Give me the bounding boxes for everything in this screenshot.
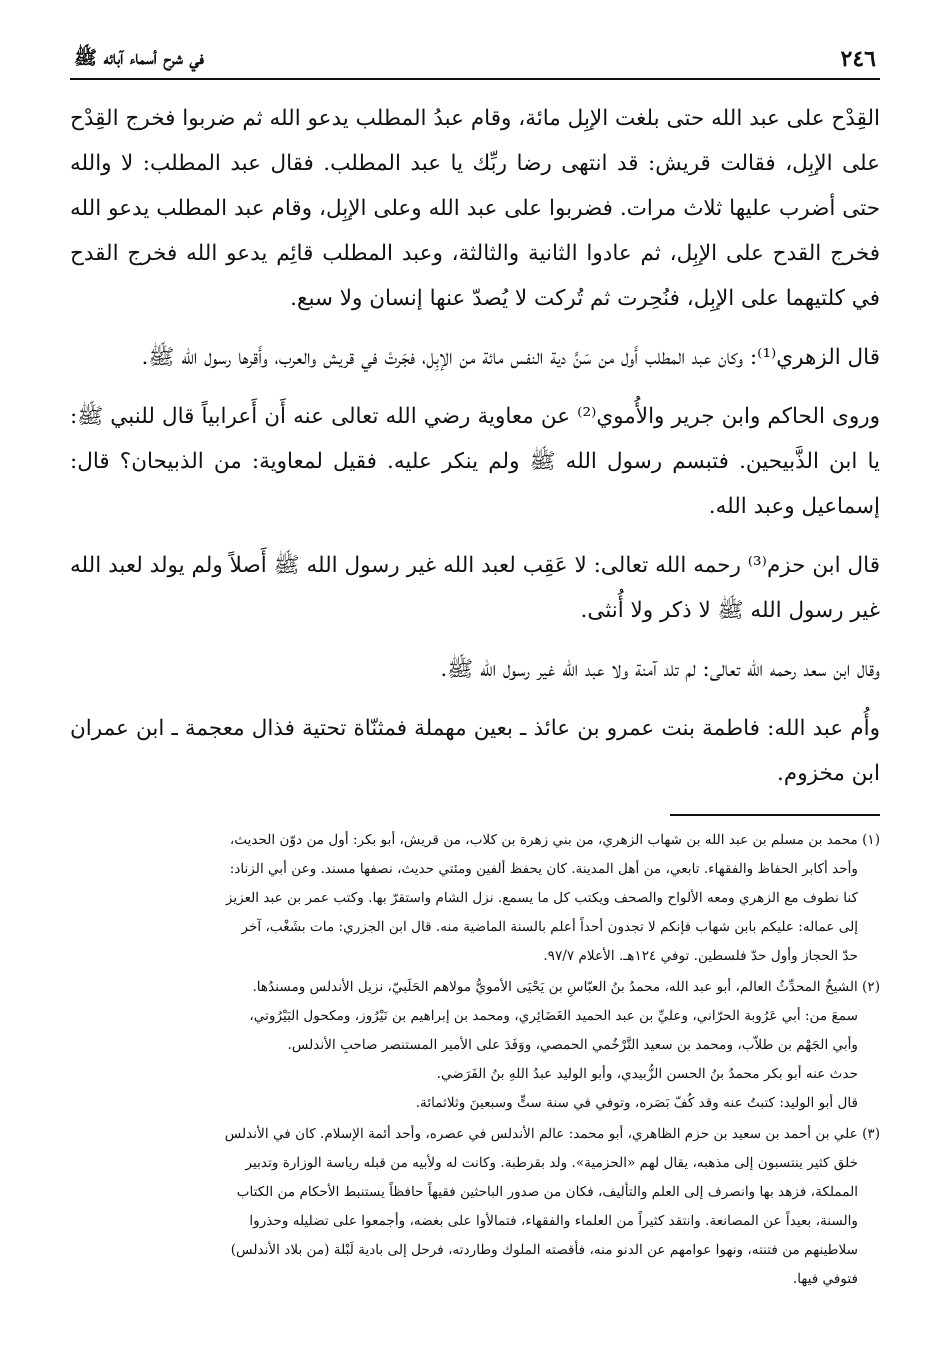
footnote-line: إلى عماله: عليكم بابن شهاب فإنكم لا تجدون أحداً أعلم بالسنة الماضية منه. قال ابن الجزري: مات بشَغْب، آخر bbox=[241, 919, 858, 935]
page-header bbox=[70, 40, 880, 80]
book-page bbox=[70, 40, 880, 1296]
footnote-line: سلاطينهم من فتنته، ونهوا عوامهم عن الدنو منه، فأقصته الملوك وطاردته، فرحل إلى بادية لَبْلة (من بلاد الأندلس) bbox=[230, 1242, 858, 1258]
footnote-line: حدث عنه أبو بكر محمدُ بنُ الحسن الزُّبيدي، وأبو الوليد عبدُ اللهِ بنُ الفَرَضي. bbox=[436, 1066, 858, 1082]
footnote-line: قال أبو الوليد: كتبتُ عنه وقد كُفّ بَصَره، وتوفي في سنة ستٍّ وسبعينَ وثلاثمائة. bbox=[415, 1095, 858, 1111]
footnotes bbox=[70, 826, 880, 1294]
paragraph: وقال ابن سعد رحمه الله تعالى: لم تلد آمنة ولا عبد الله غير رسول الله ﷺ. bbox=[440, 657, 880, 682]
footnote-line: وأحد أكابر الحفاظ والفقهاء. تابعي، من أهل المدينة. كان يحفظ ألفين ومئتي حديث، نصفها مسند. وعن أبي الزناد: bbox=[229, 861, 858, 877]
footnote-line: (٣) علي بن أحمد بن سعيد بن حزم الظاهري، أبو محمد: عالم الأندلس في عصره، وأحد أئمة الإسلام. كان في الأندلس bbox=[224, 1126, 880, 1142]
footnote-line: (١) محمد بن مسلم بن عبد الله بن شهاب الزهري، من بني زهرة بن كلاب، من قريش، أبو بكر: أول من دوّن الحديث، bbox=[229, 832, 880, 848]
footnote-line: سمعَ من: أبي عَرُوبة الحرّاني، وعليِّ بن عبد الحميد الغَضَائِري، ومحمد بن إبراهيم بن نَيْرُوز، ومكحول البَيْرُوتي، bbox=[249, 1008, 858, 1024]
footnote-line: كنا نطوف مع الزهري ومعه الألواح والصحف ويكتب كل ما يسمع. نزل الشام واستقرّ بها. وكتب عمر بن عبد العزيز bbox=[225, 890, 858, 906]
footnote-line: المملكة، فزهد بها وانصرف إلى العلم والتأليف، فكان من صدور الباحثين فقيهاً حافظاً يستنبط الأحكام من الكتاب bbox=[236, 1184, 858, 1200]
footnote-3 bbox=[70, 1120, 880, 1294]
footnote-line: والسنة، بعيداً عن المصانعة. وانتقد كثيراً من العلماء والفقهاء، فتمالأوا على بغضه، وأجمعوا على تضليله وحذروا bbox=[249, 1213, 858, 1229]
paragraph: قال ابن حزم⁽³⁾ رحمه الله تعالى: لا عَقِب لعبد الله غير رسول الله ﷺ أَصلاً ولم يولد لعبد الله غير رسول الله ﷺ لا ذكر ولا أُنثى. bbox=[70, 553, 880, 623]
footnote-line: (٢) الشيخُ المحدِّثُ العالم، أبو عبد الله، محمدُ بنُ العبّاسِ بن يَحْيَى الأمويُّ مولاهم الحَلَبيّ، نزيل الأندلس ومسندُها. bbox=[252, 979, 880, 995]
footnote-line: وأبي الجَهْم بن طلاّب، ومحمد بن سعيد التَّرْخُمي الحمصي، ووَفَدَ على الأمير المستنصر صاحبِ الأندلس. bbox=[287, 1037, 858, 1053]
paragraph: وأُم عبد الله: فاطمة بنت عمرو بن عائذ ـ بعين مهملة فمثنّاة تحتية فذال معجمة ـ ابن عمران ابن مخزوم. bbox=[70, 716, 880, 786]
footnote-line: حدّ الحجاز وأول حدّ فلسطين. توفي ١٢٤هـ. الأعلام ٩٧/٧. bbox=[543, 948, 858, 964]
paragraph: القِدْح على عبد الله حتى بلغت الإبِل مائة، وقام عبدُ المطلب يدعو الله ثم ضربوا فخرج القِدْح على الإبِل، فقالت قريش: قد انتهى رضا ربِّك يا عبد المطلب. فقال عبد المطلب: لا والله حتى أضرب عليها ثلاث مرات. فضربوا على عبد الله وعلى الإبِل، وقام عبد المطلب يدعو الله فخرج القدح على الإبِل، ثم عادوا الثانية والثالثة، وعبد المطلب قائِم يدعو الله فخرج القدح في كلتيهما على الإبِل، فنُحِرت ثم تُركت لا يُصدّ عنها إنسان ولا سبع. bbox=[70, 106, 880, 311]
paragraph: وروى الحاكم وابن جرير والأُموي⁽²⁾ عن معاوية رضي الله تعالى عنه أَن أَعرابياً قال للنبي ﷺ: يا ابن الذَّبيحين. فتبسم رسول الله ﷺ ولم ينكر عليه. فقيل لمعاوية: من الذبيحان؟ قال: إسماعيل وعبد الله. bbox=[70, 404, 880, 519]
paragraph: قال الزهري⁽¹⁾: وكان عبد المطلب أَول من سَنَّ دية النفس مائة من الإبِل، فجَرتْ في قريش والعرب، وأَقرها رسول الله ﷺ. bbox=[141, 345, 880, 370]
footnote-line: فتوفي فيها. bbox=[792, 1271, 858, 1287]
running-title: في شرح أسماء آبائه ﷺ bbox=[74, 47, 204, 69]
page-number: ٢٤٦ bbox=[840, 46, 876, 72]
main-text bbox=[70, 96, 880, 796]
footnote-separator bbox=[670, 814, 880, 816]
footnote-line: خلق كثير ينتسبون إلى مذهبه، يقال لهم «الحزمية». ولد بقرطبة. وكانت له ولأبيه من قبله رياسة الوزارة وتدبير bbox=[245, 1155, 858, 1171]
footnote-1 bbox=[70, 826, 880, 971]
footnote-2 bbox=[70, 973, 880, 1118]
